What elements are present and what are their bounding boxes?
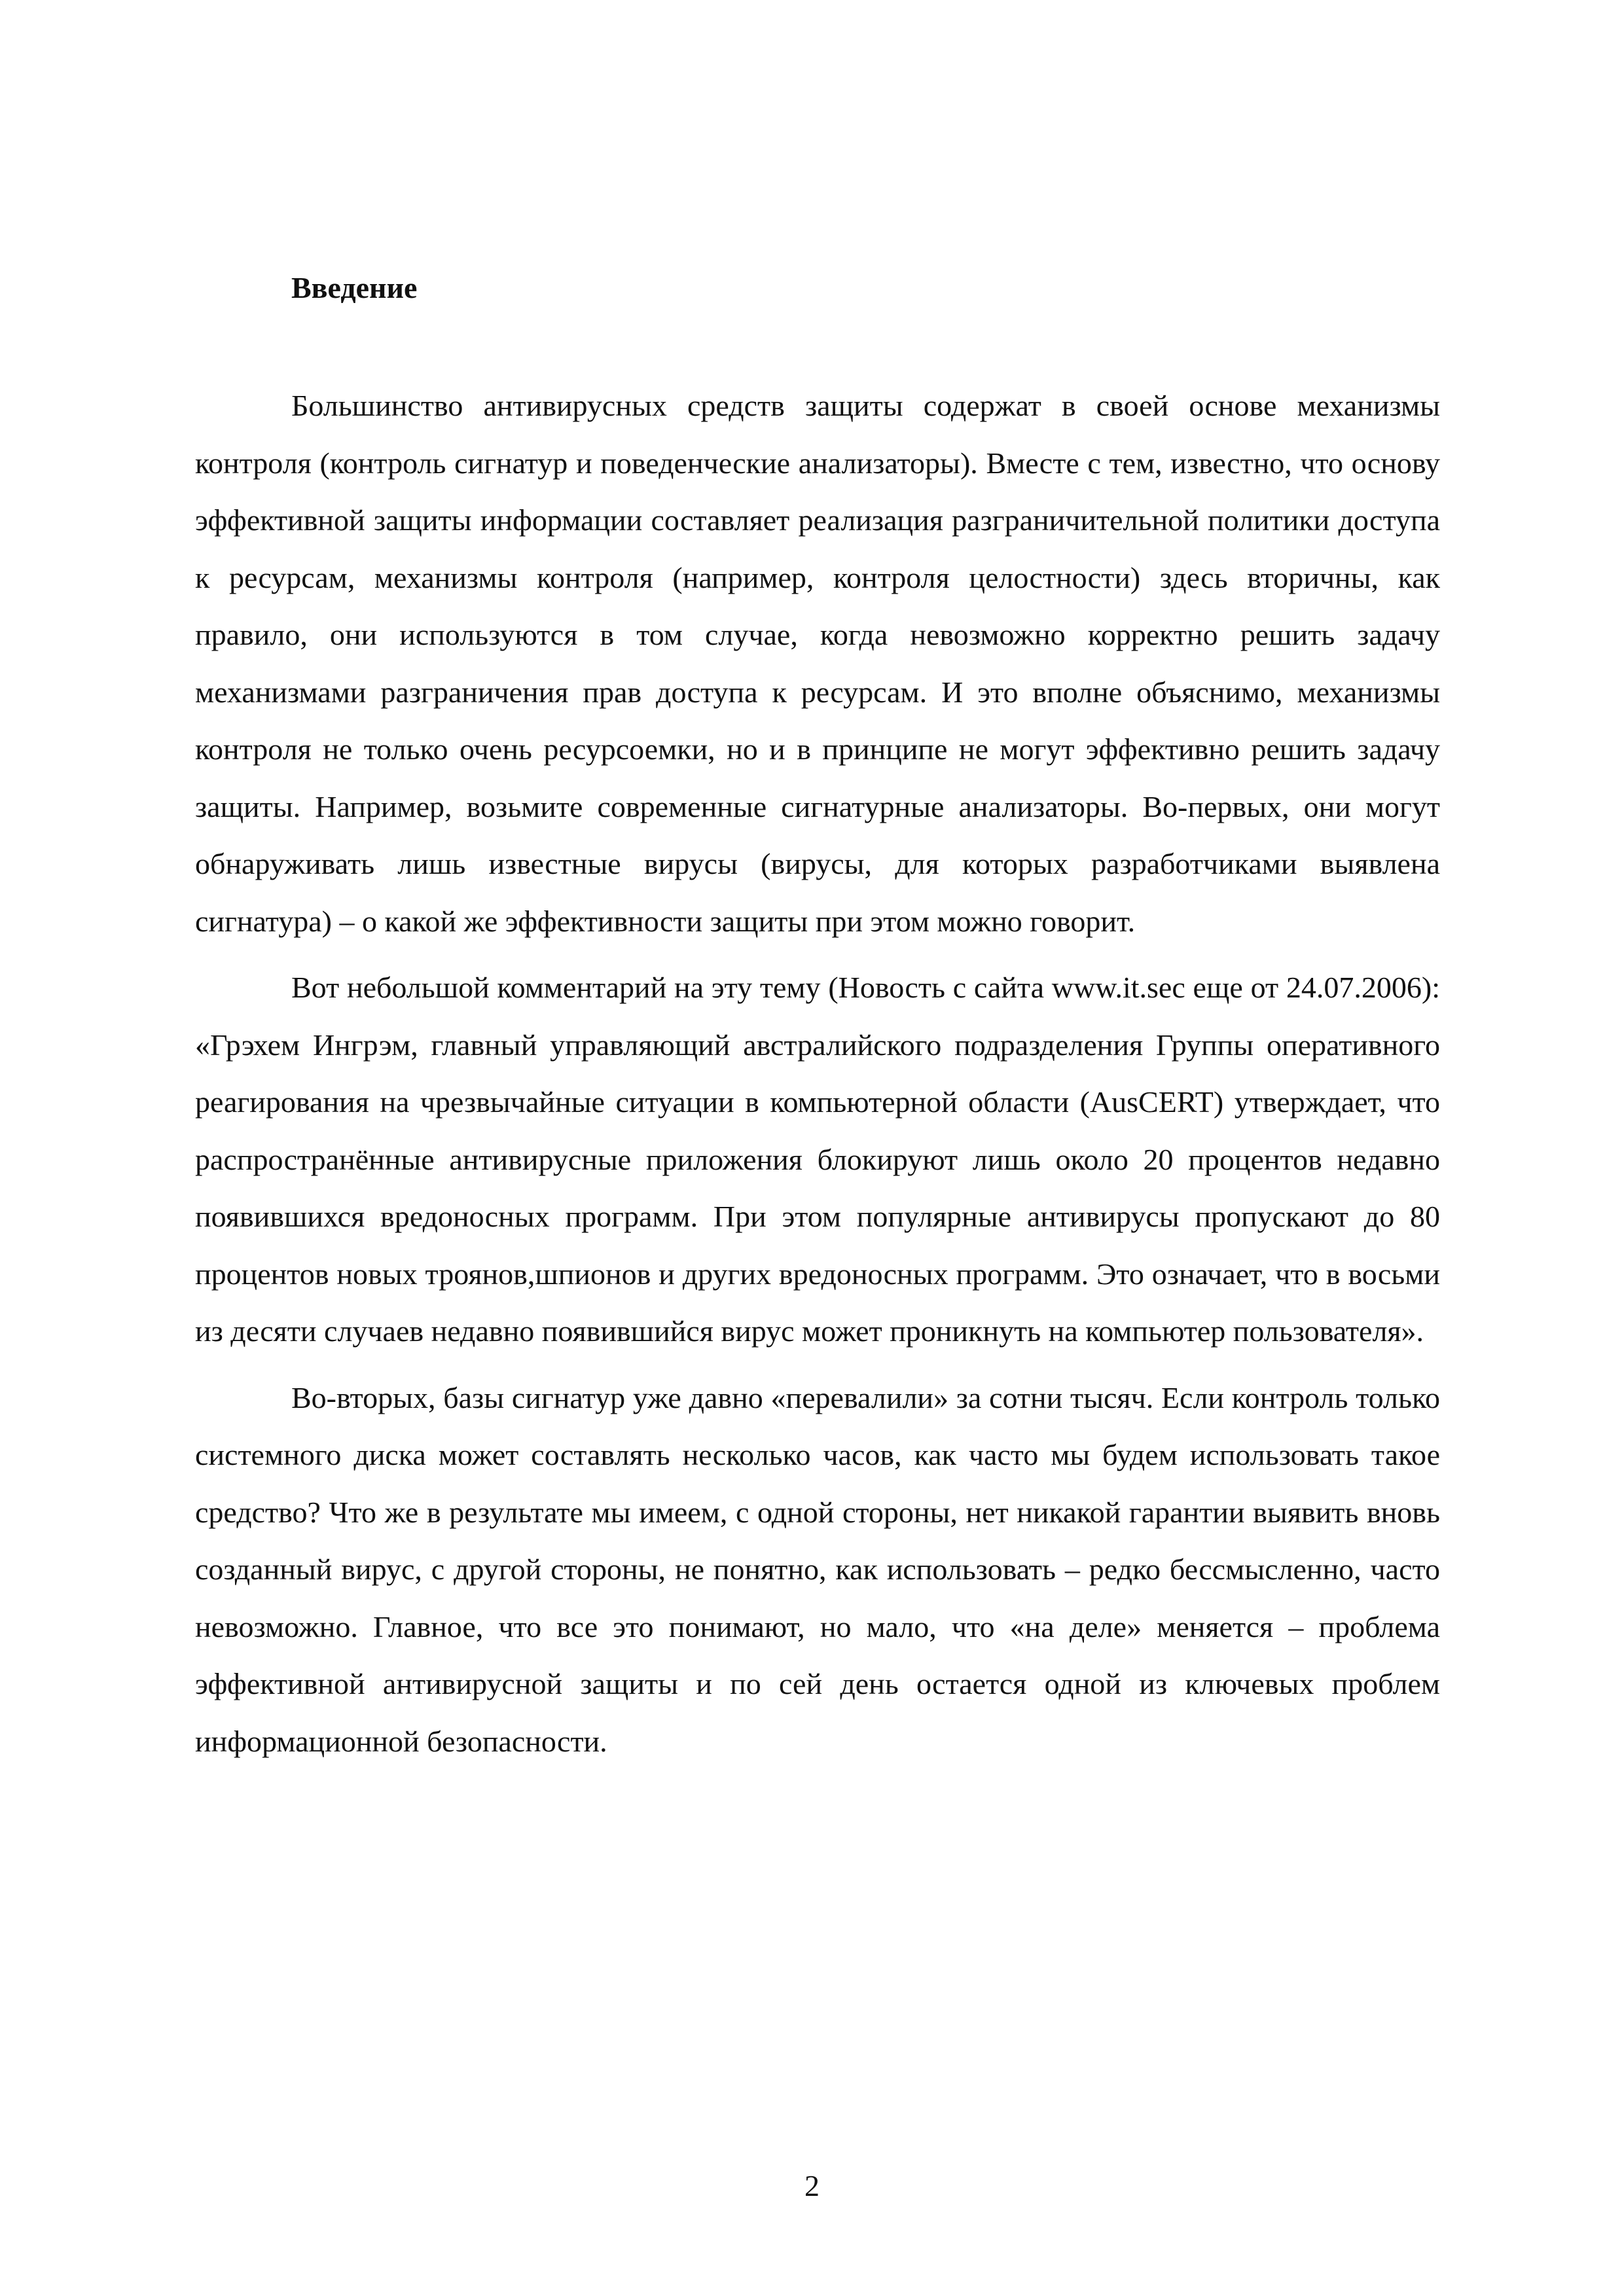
body-text <box>195 377 1440 1770</box>
page-number: 2 <box>804 2169 820 2202</box>
paragraph-2: Вот небольшой комментарий на эту тему (Новость с сайта www.it.sec еще от 24.07.2006): «Грэхем Ингрэм, главный управляющий австралийского подразделения Группы оперативного реагирования на чрезвычайные ситуации в компьютерной области (AusCERT) утверждает, что распространённые антивирусные приложения блокируют лишь около 20 процентов недавно появившихся вредоносных программ. При этом популярные антивирусы пропускают до 80 процентов новых троянов,шпионов и других вредоносных программ. Это означает, что в восьми из десяти случаев недавно появившийся вирус может проникнуть на компьютер пользователя». <box>195 971 1440 1348</box>
section-heading: Введение <box>291 271 418 304</box>
paragraph-1: Большинство антивирусных средств защиты содержат в своей основе механизмы контроля (контроль сигнатур и поведенческие анализаторы). Вместе с тем, известно, что основу эффективной защиты информации составляет реализация разграничительной политики доступа к ресурсам, механизмы контроля (например, контроля целостности) здесь вторичны, как правило, они используются в том случае, когда невозможно корректно решить задачу механизмами разграничения прав доступа к ресурсам. И это вполне объяснимо, механизмы контроля не только очень ресурсоемки, но и в принципе не могут эффективно решить задачу защиты. Например, возьмите современные сигнатурные анализаторы. Во-первых, они могут обнаруживать лишь известные вирусы (вирусы, для которых разработчиками выявлена сигнатура) – о какой же эффективности защиты при этом можно говорит. <box>195 389 1440 938</box>
paragraph-3: Во-вторых, базы сигнатур уже давно «перевалили» за сотни тысяч. Если контроль только системного диска может составлять несколько часов, как часто мы будем использовать такое средство? Что же в результате мы имеем, с одной стороны, нет никакой гарантии выявить вновь созданный вирус, с другой стороны, не понятно, как использовать – редко бессмысленно, часто невозможно. Главное, что все это понимают, но мало, что «на деле» меняется – проблема эффективной антивирусной защиты и по сей день остается одной из ключевых проблем информационной безопасности. <box>195 1380 1440 1758</box>
